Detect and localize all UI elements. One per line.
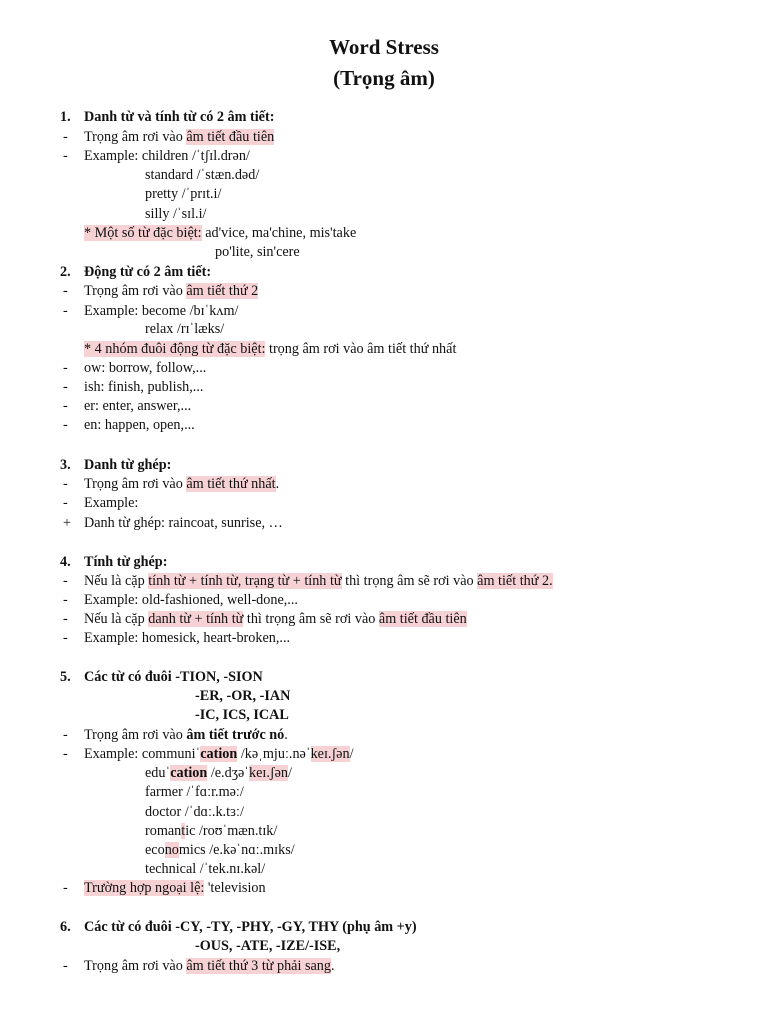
- document-line: [0, 205, 768, 224]
- text-segment: .: [330, 958, 335, 974]
- text-segment: Trọng âm rơi vào: [84, 476, 187, 492]
- line-text: [84, 957, 335, 976]
- highlighted-text: âm tiết thứ 2: [186, 283, 259, 299]
- line-text: [84, 475, 279, 494]
- list-marker: 5.: [60, 669, 71, 685]
- line-text: [145, 822, 277, 841]
- highlighted-text: âm tiết thứ 3 từ phải sang: [186, 958, 331, 974]
- text-segment: Trọng âm rơi vào: [84, 727, 187, 743]
- document-line: [0, 128, 768, 147]
- line-text: [84, 340, 456, 359]
- text-segment: .: [275, 476, 280, 492]
- document-line: [0, 359, 768, 378]
- document-line: [0, 937, 768, 956]
- document-line: [0, 706, 768, 725]
- line-text: -ER, -OR, -IAN: [195, 688, 291, 704]
- line-text: [84, 572, 553, 591]
- list-marker: -: [63, 727, 68, 743]
- document-line: [0, 860, 768, 879]
- list-marker: -: [63, 592, 68, 608]
- document-line: [0, 822, 768, 841]
- line-text: Danh từ và tính từ có 2 âm tiết:: [84, 109, 275, 125]
- document-line: [0, 610, 768, 629]
- text-segment: eco: [145, 842, 165, 858]
- line-text: Danh từ ghép:: [84, 457, 172, 473]
- bold-text: âm tiết trước nó: [186, 727, 285, 743]
- text-segment: Nếu là cặp: [84, 611, 149, 627]
- text-segment: trọng âm rơi vào âm tiết thứ nhất: [265, 341, 457, 357]
- line-text: [145, 764, 292, 783]
- line-text: [84, 726, 288, 745]
- line-text: Example: children /ˈtʃɪl.drən/: [84, 148, 250, 164]
- list-marker: -: [63, 630, 68, 646]
- line-text: [84, 282, 258, 301]
- line-text: Example: old-fashioned, well-done,...: [84, 592, 298, 608]
- document-line: [0, 803, 768, 822]
- line-text: [84, 610, 467, 629]
- highlighted-text: * Một số từ đặc biệt:: [84, 225, 202, 241]
- line-text: pretty /ˈprɪt.i/: [145, 186, 222, 202]
- document-line: [0, 282, 768, 301]
- line-text: technical /ˈtek.nɪ.kəl/: [145, 861, 266, 877]
- text-segment: .: [284, 727, 288, 743]
- document-line: [0, 108, 768, 127]
- text-segment: Nếu là cặp: [84, 573, 149, 589]
- line-text: ow: borrow, follow,...: [84, 360, 207, 376]
- document-line: [0, 764, 768, 783]
- document-line: [0, 957, 768, 976]
- list-marker: -: [63, 129, 68, 145]
- line-text: [84, 224, 356, 243]
- list-marker: -: [63, 495, 68, 511]
- highlighted-text: tính từ + tính từ, trạng từ + tính từ: [148, 573, 342, 589]
- line-text: Example:: [84, 495, 139, 511]
- line-text: silly /ˈsɪl.i/: [145, 206, 207, 222]
- text-segment: Example: communiˈ: [84, 746, 201, 762]
- line-text: farmer /ˈfɑːr.məː/: [145, 784, 244, 800]
- highlighted-text: danh từ + tính từ: [148, 611, 244, 627]
- document-line: [0, 302, 768, 321]
- list-marker: -: [63, 880, 68, 896]
- line-text: ish: finish, publish,...: [84, 379, 204, 395]
- list-marker: -: [63, 148, 68, 164]
- text-segment: roman: [145, 823, 182, 839]
- text-segment: /e.dʒəˈ: [207, 765, 250, 781]
- line-text: Danh từ ghép: raincoat, sunrise, …: [84, 515, 283, 531]
- line-text: Động từ có 2 âm tiết:: [84, 264, 212, 280]
- document-line: [0, 475, 768, 494]
- text-segment: Trọng âm rơi vào: [84, 958, 187, 974]
- line-text: Các từ có đuôi -CY, -TY, -PHY, -GY, THY (phụ âm +y): [84, 919, 417, 935]
- highlighted-text: âm tiết đầu tiên: [186, 129, 275, 145]
- list-marker: -: [63, 611, 68, 627]
- line-text: [84, 128, 274, 147]
- highlighted-text: âm tiết thứ 2.: [477, 573, 553, 589]
- list-marker: -: [63, 746, 68, 762]
- list-marker: 4.: [60, 554, 71, 570]
- document-line: [0, 918, 768, 937]
- document-line: [0, 745, 768, 764]
- line-text: er: enter, answer,...: [84, 398, 192, 414]
- list-marker: -: [63, 283, 68, 299]
- highlighted-text: âm tiết đầu tiên: [378, 611, 467, 627]
- list-marker: -: [63, 417, 68, 433]
- document-line: [0, 514, 768, 533]
- document-line: [0, 687, 768, 706]
- highlighted-text: no: [164, 842, 179, 858]
- list-marker: 1.: [60, 109, 71, 125]
- line-text: en: happen, open,...: [84, 417, 195, 433]
- document-line: [0, 591, 768, 610]
- list-marker: 2.: [60, 264, 71, 280]
- list-marker: 6.: [60, 919, 71, 935]
- line-text: [84, 745, 354, 764]
- document-line: [0, 263, 768, 282]
- text-segment: thì trọng âm sẽ rơi vào: [341, 573, 478, 589]
- line-text: Example: homesick, heart-broken,...: [84, 630, 291, 646]
- highlighted-bold-text: cation: [170, 765, 208, 781]
- line-text: Các từ có đuôi -TION, -SION: [84, 669, 263, 685]
- text-segment: /kəˌmjuː.nəˈ: [237, 746, 311, 762]
- line-text: -IC, ICS, ICAL: [195, 707, 289, 723]
- list-marker: -: [63, 958, 68, 974]
- list-marker: -: [63, 476, 68, 492]
- document-line: [0, 783, 768, 802]
- document-line: [0, 668, 768, 687]
- list-marker: +: [63, 515, 72, 531]
- text-segment: /: [349, 746, 354, 762]
- text-segment: ic /roʊˈmæn.tɪk/: [185, 823, 278, 839]
- text-segment: eduˈ: [145, 765, 171, 781]
- highlighted-text: * 4 nhóm đuôi động từ đặc biệt:: [84, 341, 266, 357]
- line-text: doctor /ˈdɑː.k.tɜː/: [145, 804, 244, 820]
- line-text: Tính từ ghép:: [84, 554, 168, 570]
- line-text: relax /rɪˈlæks/: [145, 321, 225, 337]
- document-line: [0, 224, 768, 243]
- page-subtitle: (Trọng âm): [333, 66, 435, 90]
- highlighted-text: âm tiết thứ nhất: [186, 476, 276, 492]
- list-marker: -: [63, 379, 68, 395]
- document-line: [0, 185, 768, 204]
- document-line: [0, 147, 768, 166]
- line-text: standard /ˈstæn.dəd/: [145, 167, 260, 183]
- document-line: [0, 879, 768, 898]
- highlighted-text: t: [181, 823, 186, 839]
- list-marker: -: [63, 360, 68, 376]
- document-line: [0, 553, 768, 572]
- document-line: [0, 397, 768, 416]
- document-line: [0, 243, 768, 262]
- list-marker: -: [63, 573, 68, 589]
- document-line: [0, 572, 768, 591]
- document-line: [0, 841, 768, 860]
- document-line: [0, 726, 768, 745]
- text-segment: mics /e.kəˈnɑː.mɪks/: [178, 842, 295, 858]
- text-segment: 'television: [204, 880, 266, 896]
- text-segment: ad'vice, ma'chine, mis'take: [201, 225, 357, 241]
- document-line: [0, 494, 768, 513]
- text-segment: /: [288, 765, 292, 781]
- document-line: [0, 456, 768, 475]
- line-text: Example: become /bɪˈkʌm/: [84, 303, 239, 319]
- line-text: po'lite, sin'cere: [215, 244, 300, 260]
- list-marker: -: [63, 303, 68, 319]
- line-text: -OUS, -ATE, -IZE/-ISE,: [195, 938, 341, 954]
- highlighted-text: keɪ.ʃən: [310, 746, 350, 762]
- page-title: Word Stress: [329, 35, 439, 59]
- text-segment: Trọng âm rơi vào: [84, 129, 187, 145]
- list-marker: -: [63, 398, 68, 414]
- document-line: [0, 340, 768, 359]
- document-line: [0, 166, 768, 185]
- text-segment: Trọng âm rơi vào: [84, 283, 187, 299]
- highlighted-text: keɪ.ʃən: [249, 765, 289, 781]
- text-segment: thì trọng âm sẽ rơi vào: [243, 611, 379, 627]
- highlighted-bold-text: cation: [200, 746, 238, 762]
- highlighted-text: Trường hợp ngoại lệ:: [84, 880, 205, 896]
- document-line: [0, 378, 768, 397]
- document-line: [0, 320, 768, 339]
- document-line: [0, 416, 768, 435]
- line-text: [84, 879, 266, 898]
- list-marker: 3.: [60, 457, 71, 473]
- line-text: [145, 841, 295, 860]
- document-line: [0, 629, 768, 648]
